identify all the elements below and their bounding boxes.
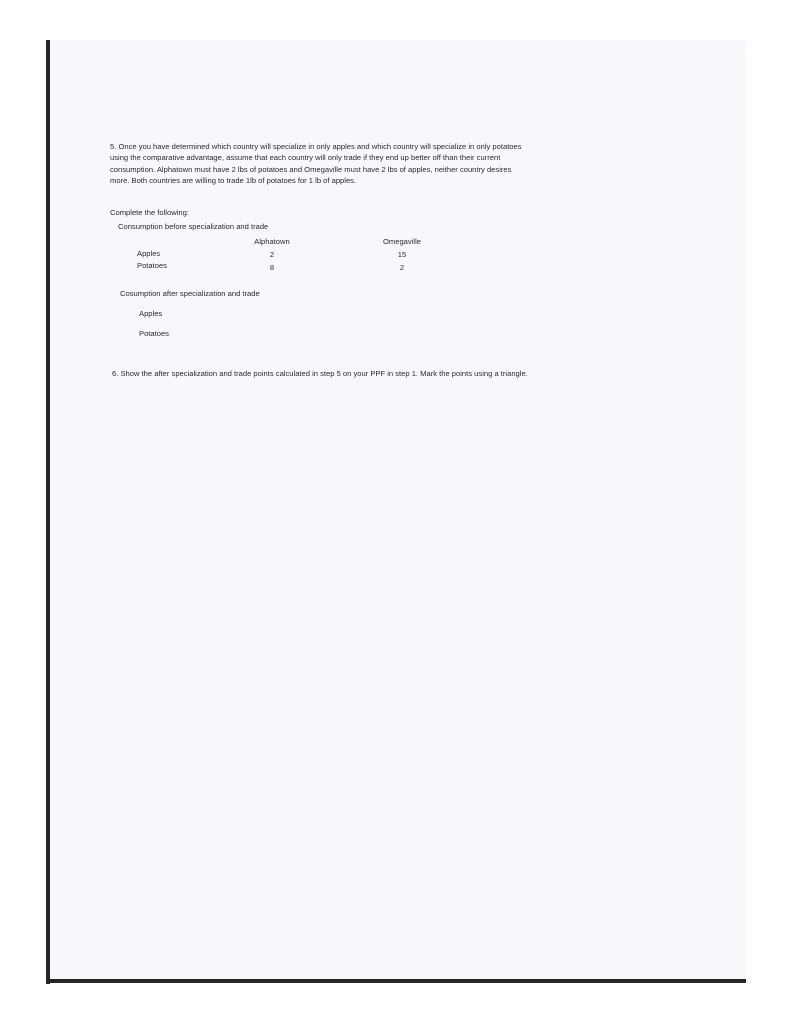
cell-alphatown-potatoes: 8: [269, 263, 275, 272]
before-heading: Consumption before specialization and trade: [118, 222, 269, 231]
row-label-potatoes: Potatoes: [137, 261, 167, 270]
after-heading: Cosumption after specialization and trade: [120, 289, 260, 298]
row-label-apples: Apples: [137, 249, 161, 258]
after-row-apples: Apples: [139, 309, 163, 318]
question-5-paragraph: [110, 141, 610, 187]
column-header-alphatown: Alphatown: [254, 237, 290, 246]
column-header-omegaville: Omegaville: [383, 237, 421, 246]
page-bottom-edge: [46, 979, 746, 983]
question-5-line: using the comparative advantage, assume that each country will only trade if they end up better off than their current: [110, 153, 501, 163]
instructions-label: Complete the following:: [110, 208, 189, 217]
question-5-line: 5. Once you have determined which country will specialize in only apples and which country will specialize in only potatoes: [110, 142, 522, 151]
cell-alphatown-apples: 2: [269, 250, 275, 259]
cell-omegaville-apples: 15: [397, 250, 407, 259]
after-row-potatoes: Potatoes: [139, 329, 169, 338]
cell-omegaville-potatoes: 2: [399, 263, 405, 272]
question-5-line: consumption. Alphatown must have 2 lbs of potatoes and Omegaville must have 2 lbs of apples, neither country desires: [110, 164, 512, 174]
question-5-line: more. Both countries are willing to trade 1lb of potatoes for 1 lb of apples.: [110, 176, 357, 186]
question-6-text: 6. Show the after specialization and trade points calculated in step 5 on your PPF in step 1. Mark the points using a triangle.: [112, 369, 528, 378]
page-left-edge: [46, 40, 50, 984]
